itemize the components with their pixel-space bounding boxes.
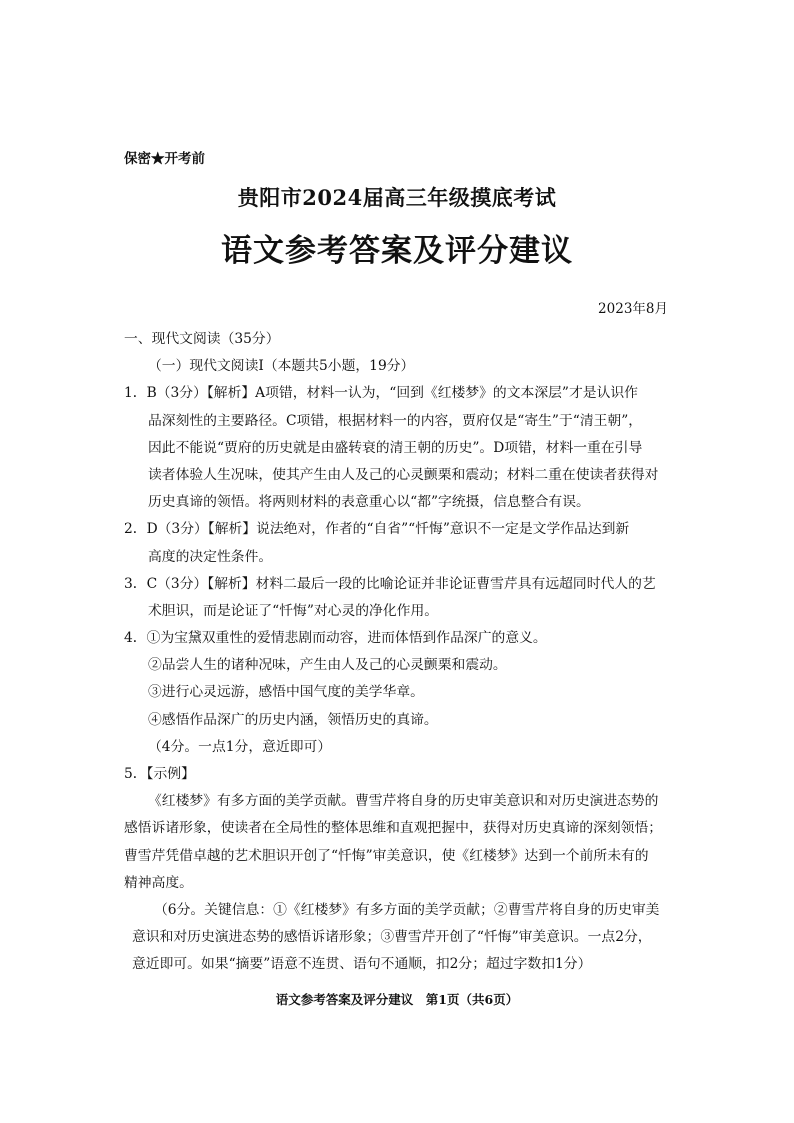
- q3-line-1: 3．C（3分）【解析】材料二最后一段的比喻论证并非论证曹雪芹具有远超同时代人的艺: [124, 575, 656, 592]
- section-heading: 一、现代文阅读（35分）: [124, 331, 280, 347]
- q4-line-1: 4．①为宝黛双重性的爱情悲剧而动容，进而体悟到作品深广的意义。: [124, 630, 547, 647]
- q5-sample-line-1: 《红楼梦》有多方面的美学贡献。曹雪芹将自身的历史审美意识和对历史演进态势的: [148, 793, 659, 810]
- subsection-heading: （一）现代文阅读Ⅰ（本题共5小题，19分）: [148, 358, 415, 375]
- exam-title: 贵阳市2024届高三年级摸底考试: [237, 185, 557, 210]
- q1-line-4: 读者体验人生况味，使其产生由人及己的心灵颤栗和震动；材料二重在使读者获得对: [148, 466, 659, 483]
- q4-line-4: ④感悟作品深广的历史内涵，领悟历史的真谛。: [148, 711, 438, 728]
- q5-sample-line-4: 精神高度。: [124, 874, 193, 891]
- q1-line-1: 1．B（3分）【解析】A项错，材料一认为，“回到《红楼梦》的文本深层”才是认识作: [124, 385, 638, 402]
- confidential-label: 保密★开考前: [124, 151, 205, 167]
- q4-line-2: ②品尝人生的诸种况味，产生由人及己的心灵颤栗和震动。: [148, 657, 507, 674]
- q3-line-2: 术胆识，而是论证了“忏悔”对心灵的净化作用。: [148, 602, 439, 619]
- q5-sample-line-3: 曹雪芹凭借卓越的艺术胆识开创了“忏悔”审美意识，使《红楼梦》达到一个前所未有的: [124, 847, 649, 864]
- q5-scoring-line-2: 意识和对历史演进态势的感悟诉诸形象；③曹雪芹开创了“忏悔”审美意识。一点2分，: [132, 929, 652, 946]
- answer-body: [124, 326, 676, 979]
- q1-line-3: 因此不能说“贾府的历史就是由盛转衰的清王朝的历史”。D项错，材料一重在引导: [148, 439, 643, 456]
- q4-scoring: （4分。一点1分，意近即可）: [148, 738, 332, 755]
- page-footer: 语文参考答案及评分建议 第1页（共6页）: [275, 992, 519, 1007]
- q5-scoring-line-1: （6分。关键信息：①《红楼梦》有多方面的美学贡献；②曹雪芹将自身的历史审美: [154, 901, 660, 918]
- q4-line-3: ③进行心灵远游，感悟中国气度的美学华章。: [148, 684, 424, 701]
- q2-line-1: 2．D（3分）【解析】说法绝对，作者的“自省”“忏悔”意识不一定是文学作品达到新: [124, 521, 630, 538]
- document-subtitle: 语文参考答案及评分建议: [221, 233, 573, 269]
- q5-heading: 5．【示例】: [124, 766, 195, 782]
- q5-scoring-line-3: 意近即可。如果“摘要”语意不连贯、语句不通顺，扣2分；超过字数扣1分）: [132, 956, 592, 973]
- q5-sample-line-2: 感悟诉诸形象，使读者在全局性的整体思维和直观把握中，获得对历史真谛的深刻领悟；: [124, 820, 663, 837]
- q1-line-5: 历史真谛的领悟。将两则材料的表意重心以“都”字统摄，信息整合有误。: [148, 494, 590, 511]
- q1-line-2: 品深刻性的主要路径。C项错，根据材料一的内容，贾府仅是“寄生”于“清王朝”，: [148, 412, 643, 429]
- q2-line-2: 高度的决定性条件。: [148, 548, 273, 565]
- document-date: 2023年8月: [598, 301, 668, 317]
